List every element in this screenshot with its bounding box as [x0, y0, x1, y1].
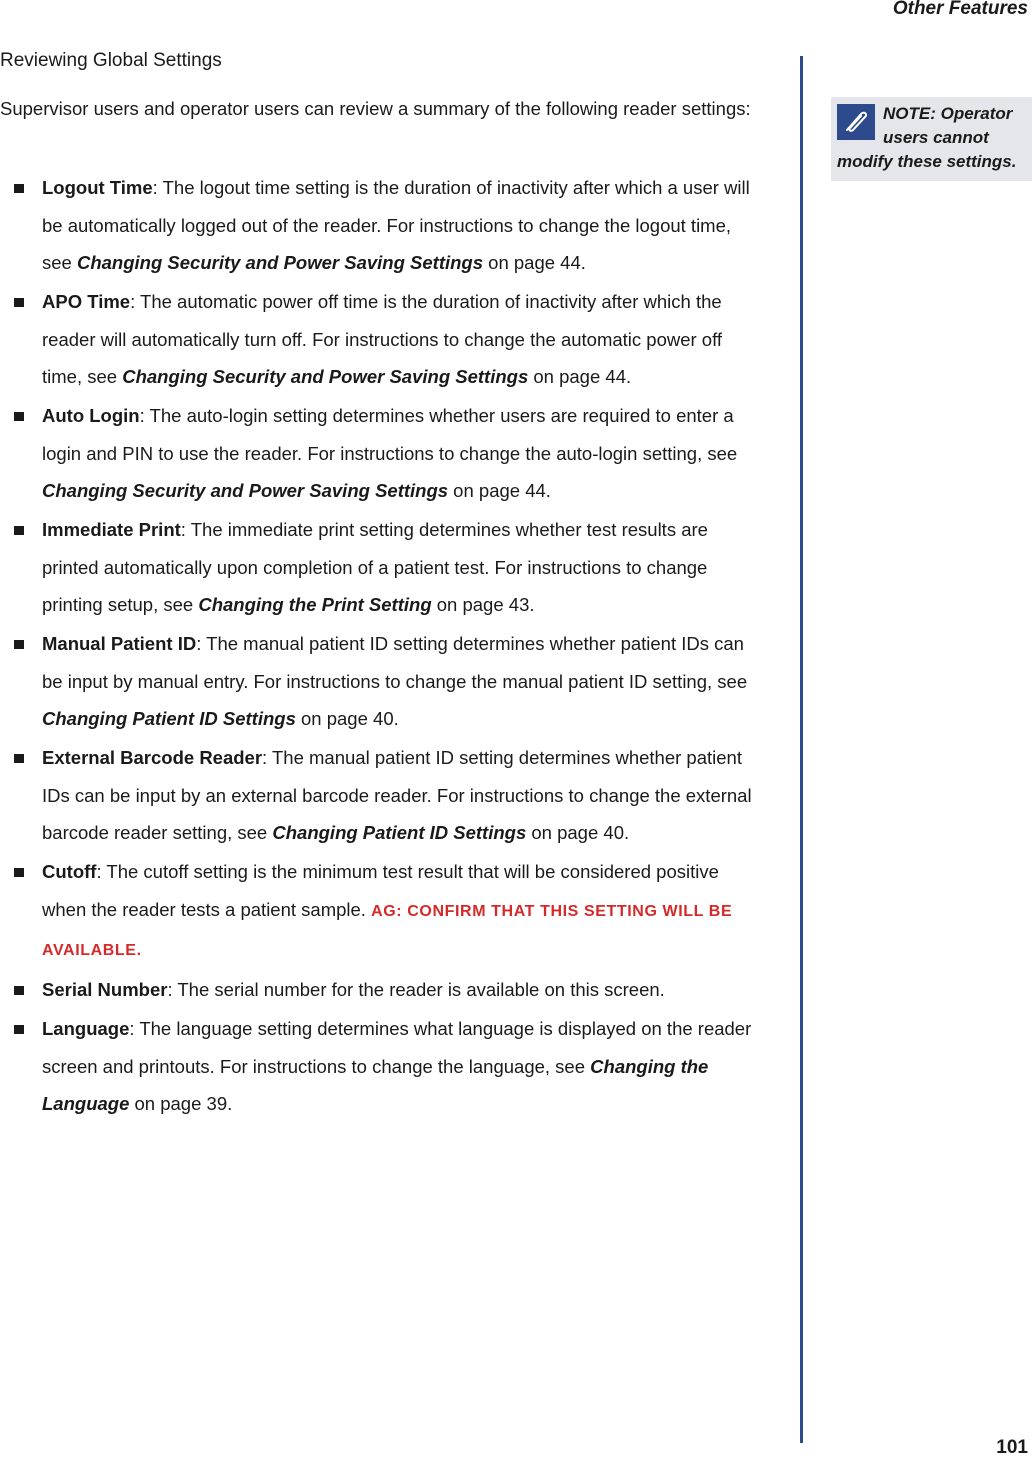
setting-description: : The cutoff setting is the minimum test result that will be considered positive when the reader tests a patient sample.	[42, 861, 719, 920]
setting-term: Auto Login	[42, 405, 140, 426]
page-reference: on page 40.	[295, 708, 399, 729]
setting-description: : The language setting determines what language is displayed on the reader screen and printouts. For instructions to change the language, see	[42, 1018, 752, 1077]
square-bullet-icon	[14, 1025, 24, 1034]
setting-description: : The serial number for the reader is available on this screen.	[167, 979, 665, 1000]
setting-description: : The manual patient ID setting determines whether patient IDs can be input by manual entry. For instructions to change the manual patient ID setting, see	[42, 633, 748, 692]
page-reference: on page 39.	[129, 1093, 233, 1114]
page-reference: on page 43.	[431, 594, 535, 615]
page-reference: on page 44.	[483, 252, 586, 273]
list-item	[0, 739, 760, 852]
section-title: Reviewing Global Settings	[0, 50, 222, 71]
cross-reference-link[interactable]: Changing Security and Power Saving Settings	[42, 480, 449, 501]
setting-description: : The automatic power off time is the duration of inactivity after which the reader will automatically turn off. For instructions to change the automatic power off time, see	[42, 291, 723, 387]
page-reference: on page 44.	[528, 366, 632, 387]
square-bullet-icon	[14, 754, 24, 763]
margin-divider	[800, 56, 803, 1443]
setting-description: : The manual patient ID setting determines whether patient IDs can be input by an external barcode reader. For instructions to change the external barcode reader setting, see	[42, 747, 752, 843]
cross-reference-link[interactable]: Changing Security and Power Saving Settings	[122, 366, 529, 387]
setting-term: APO Time	[42, 291, 131, 312]
running-header: Other Features	[892, 0, 1028, 19]
square-bullet-icon	[14, 640, 24, 649]
setting-term: Immediate Print	[42, 519, 181, 540]
setting-term: Manual Patient ID	[42, 633, 197, 654]
list-item	[0, 1010, 760, 1123]
page-number: 101	[996, 1437, 1028, 1458]
setting-description: : The auto-login setting determines whether users are required to enter a login and PIN to use the reader. For instructions to change the auto-login setting, see	[42, 405, 738, 464]
paperclip-icon	[837, 104, 875, 140]
list-item	[0, 971, 760, 1009]
list-item	[0, 283, 760, 396]
cross-reference-link[interactable]: Changing the Language	[42, 1055, 709, 1114]
list-item	[0, 169, 760, 282]
setting-term: Serial Number	[42, 979, 168, 1000]
square-bullet-icon	[14, 868, 24, 877]
sidebar-note	[831, 97, 1032, 181]
setting-description: : The logout time setting is the duration of inactivity after which a user will be automatically logged out of the reader. For instructions to change the logout time, see	[42, 177, 750, 273]
square-bullet-icon	[14, 412, 24, 421]
setting-term: Language	[42, 1018, 130, 1039]
page-reference: on page 44.	[448, 480, 551, 501]
intro-paragraph: Supervisor users and operator users can review a summary of the following reader settings:	[0, 98, 751, 119]
square-bullet-icon	[14, 184, 24, 193]
cross-reference-link[interactable]: Changing the Print Setting	[198, 594, 432, 615]
setting-term: Logout Time	[42, 177, 153, 198]
list-item	[0, 853, 760, 970]
square-bullet-icon	[14, 298, 24, 307]
cross-reference-link[interactable]: Changing Patient ID Settings	[42, 708, 296, 729]
note-text: Operator users cannot modify these settings.	[837, 104, 1017, 171]
setting-term: External Barcode Reader	[42, 747, 263, 768]
square-bullet-icon	[14, 526, 24, 535]
note-label: NOTE:	[883, 104, 936, 123]
list-item	[0, 511, 760, 624]
list-item	[0, 397, 760, 510]
cross-reference-link[interactable]: Changing Patient ID Settings	[272, 822, 527, 843]
square-bullet-icon	[14, 986, 24, 995]
list-item	[0, 625, 760, 738]
setting-term: Cutoff	[42, 861, 97, 882]
settings-list	[0, 169, 760, 1124]
cross-reference-link[interactable]: Changing Security and Power Saving Settings	[76, 252, 484, 273]
setting-description: : The immediate print setting determines whether test results are printed automatically upon completion of a patient test. For instructions to change printing setup, see	[42, 519, 708, 615]
review-note: AG: CONFIRM THAT THIS SETTING WILL BE AVAILABLE.	[42, 902, 733, 959]
page-reference: on page 40.	[526, 822, 630, 843]
